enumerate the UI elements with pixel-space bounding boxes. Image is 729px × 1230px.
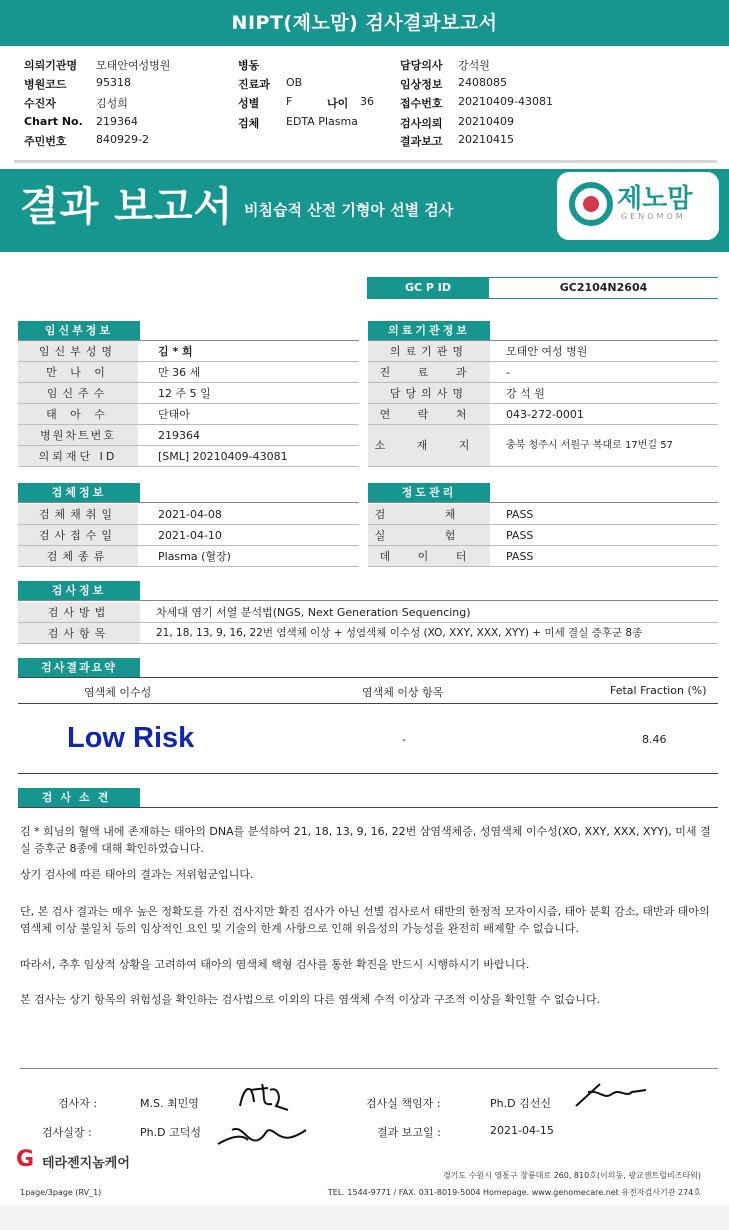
header-label: 임상정보 [400,78,443,91]
row-value: 21, 18, 13, 9, 16, 22번 염색체 이상 + 성염색체 이수성 (XO, XXY, XXX, XYY) + 미세 결실 증후군 8종 [156,627,643,639]
table-row [18,341,359,362]
age-label: 나이 [327,97,349,110]
row-value: Plasma (혈장) [158,550,231,563]
findings-paragraph: 단, 본 검사 결과는 매우 높은 정확도를 가진 검사지만 확진 검사가 아닌 선별 검사로서 태반의 한정적 모자이시즘, 태아 분획 감소, 태반과 태아의 염색체 이상 불일치 등의 임상적인 요인 및 기술의 한계 사항으로 인해 위음성의 가능성을 완전히 배제할 수 없습니다. [20,905,710,935]
section-divider [18,807,718,808]
section-divider [18,600,718,601]
header-value: 95318 [96,76,131,89]
header-value: 20210409-43081 [458,95,553,108]
genomom-logo [557,172,719,240]
section-test-info: 검사정보 [18,581,140,600]
risk-result: Low Risk [67,722,195,754]
header-label: 병원코드 [24,78,67,91]
banner-subtitle: 비침습적 산전 기형아 선별 검사 [244,201,454,219]
findings-paragraph: 상기 검사에 따른 태아의 결과는 저위험군입니다. [20,868,254,881]
table-row [368,362,718,383]
header-value: EDTA Plasma [286,115,358,128]
company-name: 테라젠지놈케어 [42,1156,130,1171]
row-label: 의뢰재단 ID [18,446,138,466]
section-divider [18,677,718,678]
findings-paragraph: 본 검사는 상기 항목의 위험성을 확인하는 검사법으로 이외의 다른 염색체 수적 이상과 구조적 이상을 확인할 수 없습니다. [20,993,601,1006]
table-row [18,602,718,623]
column-fetal-fraction: Fetal Fraction (%) [610,684,707,697]
logo-subtext: GENOMOM [621,212,686,221]
lab-head-name: Ph.D 고덕성 [140,1126,201,1139]
header-label: 검체 [238,117,260,130]
table-row [368,404,718,425]
header-label: Chart No. [24,115,83,128]
tester-label: 검사자 : [58,1097,98,1110]
row-value: PASS [506,550,534,563]
lab-head-signature-icon [212,1110,312,1154]
row-value: 단태아 [158,408,190,421]
responsible-signature-icon [570,1076,650,1116]
report-date-label: 결과 보고일 : [377,1126,441,1139]
header-label: 진료과 [238,78,270,91]
row-label: 소 재 지 [368,425,490,466]
abnormal-items-value: - [402,733,406,746]
header-value: 김성희 [96,97,128,110]
row-label: 만 나 이 [18,362,138,382]
header-divider [14,160,717,163]
bottom-band [0,1206,729,1230]
row-label: 의료기관명 [368,341,490,361]
column-aneuploidy: 염색체 이수성 [84,686,152,699]
table-row [18,383,359,404]
row-label: 검사항목 [18,623,140,643]
table-row [18,623,718,644]
row-value: 219364 [158,429,200,442]
row-label: 검 체 [368,504,490,524]
table-row [18,525,359,546]
row-label: 진 료 과 [368,362,490,382]
row-value: PASS [506,529,534,542]
section-divider [18,502,359,503]
page-number: 1page/3page (RV_1) [20,1188,102,1197]
section-result-summary: 검사결과요약 [18,658,140,677]
row-value: 2021-04-10 [158,529,222,542]
row-label: 검사접수일 [18,525,138,545]
header-value: 20210409 [458,115,514,128]
company-g-icon: G [16,1147,35,1172]
company-address: 경기도 수원시 영통구 창룡대로 260, 810호(이의동, 광교센트럴비즈타워) [442,1171,701,1180]
table-row [368,546,718,567]
row-label: 검체종류 [18,546,138,566]
findings-paragraph: 따라서, 추후 임상적 상황을 고려하여 태아의 염색체 핵형 검사를 통한 확진을 반드시 시행하시기 바랍니다. [20,958,530,971]
footer-divider [20,1068,718,1069]
table-row [18,446,359,467]
row-value: 강 석 원 [506,387,545,400]
row-label: 데 이 터 [368,546,490,566]
row-value: 043-272-0001 [506,408,584,421]
row-value: 차세대 염기 서열 분석법(NGS, Next Generation Sequencing) [156,606,471,619]
table-row [18,362,359,383]
gcp-id-label: GC P ID [367,277,489,299]
table-row [368,504,718,525]
section-findings: 검사소견 [18,788,140,807]
table-row [368,525,718,546]
company-contact: TEL. 1544-9771 / FAX. 031-8019-5004 Homepage. www.genomecare.net 유전자검사기관 274호 [327,1188,701,1197]
row-value: 만 36 세 [158,366,201,379]
row-label: 검체채취일 [18,504,138,524]
age-value: 36 [360,95,374,108]
table-row [18,504,359,525]
header-label: 의뢰기관명 [24,59,78,72]
header-label: 담당의사 [400,59,443,72]
header-value: 20210415 [458,133,514,146]
row-value: 12 주 5 일 [158,387,211,400]
header-value: 강석원 [458,59,490,72]
row-label: 임신부성명 [18,341,138,361]
findings-paragraph: 김 * 희님의 혈액 내에 존재하는 태아의 DNA를 분석하여 21, 18, 13, 9, 16, 22번 삼염색체증, 성염색체 이수성(XO, XXY, XXX, XYY), 미세 결실 증후군 8종에 대해 확인하였습니다. [20,825,711,855]
table-row [368,425,718,467]
responsible-name: Ph.D 김선신 [490,1097,551,1110]
row-label: 검사방법 [18,602,140,622]
table-row [368,383,718,404]
header-label: 병동 [238,59,260,72]
patient-header [20,54,720,154]
logo-ring-icon [569,182,613,226]
table-row [368,341,718,362]
lab-head-label: 검사실장 : [42,1126,92,1139]
table-row [18,425,359,446]
table-row [18,404,359,425]
header-value: 2408085 [458,76,507,89]
report-title: NIPT(제노맘) 검사결과보고서 [0,0,729,46]
section-divider [368,502,718,503]
row-value: 모태안 여성 병원 [506,345,588,358]
row-value: PASS [506,508,534,521]
header-label: 접수번호 [400,97,443,110]
table-row [18,546,359,567]
header-value: F [286,95,293,108]
section-hospital-info: 의료기관정보 [368,321,490,340]
summary-columns [18,681,718,703]
column-abnormal-items: 염색체 이상 항목 [362,686,444,699]
row-label: 태 아 수 [18,404,138,424]
row-label: 담당의사명 [368,383,490,403]
header-value: OB [286,76,303,89]
row-value: [SML] 20210409-43081 [158,450,288,463]
row-value: 2021-04-08 [158,508,222,521]
summary-divider [18,773,718,774]
section-quality-control: 정도관리 [368,483,490,502]
row-value: - [506,366,510,379]
header-value: 219364 [96,115,138,128]
header-value: 모태안여성병원 [96,59,171,72]
header-label: 성별 [238,97,260,110]
tester-name: M.S. 최민영 [140,1097,199,1110]
section-specimen-info: 검체정보 [18,483,140,502]
responsible-label: 검사실 책임자 : [366,1097,441,1110]
header-label: 수진자 [24,97,56,110]
header-label: 주민번호 [24,135,67,148]
gcp-id-value: GC2104N2604 [489,277,718,299]
fetal-fraction-value: 8.46 [642,733,667,746]
header-label: 검사의뢰 [400,117,443,130]
logo-text: 제노맘 [617,184,693,214]
row-value: 충북 청주시 서원구 복대로 17번길 57 [506,440,673,451]
row-label: 실 험 [368,525,490,545]
row-label: 임신주수 [18,383,138,403]
row-value: 김 * 희 [158,345,193,358]
header-label: 결과보고 [400,135,443,148]
section-pregnant-info: 임신부정보 [18,321,140,340]
company-logo [16,1149,176,1171]
summary-divider [18,703,718,704]
row-label: 연 락 처 [368,404,490,424]
header-value: 840929-2 [96,133,149,146]
banner-title: 결과 보고서 [20,184,234,230]
row-label: 병원차트번호 [18,425,138,445]
report-date-value: 2021-04-15 [490,1124,554,1137]
